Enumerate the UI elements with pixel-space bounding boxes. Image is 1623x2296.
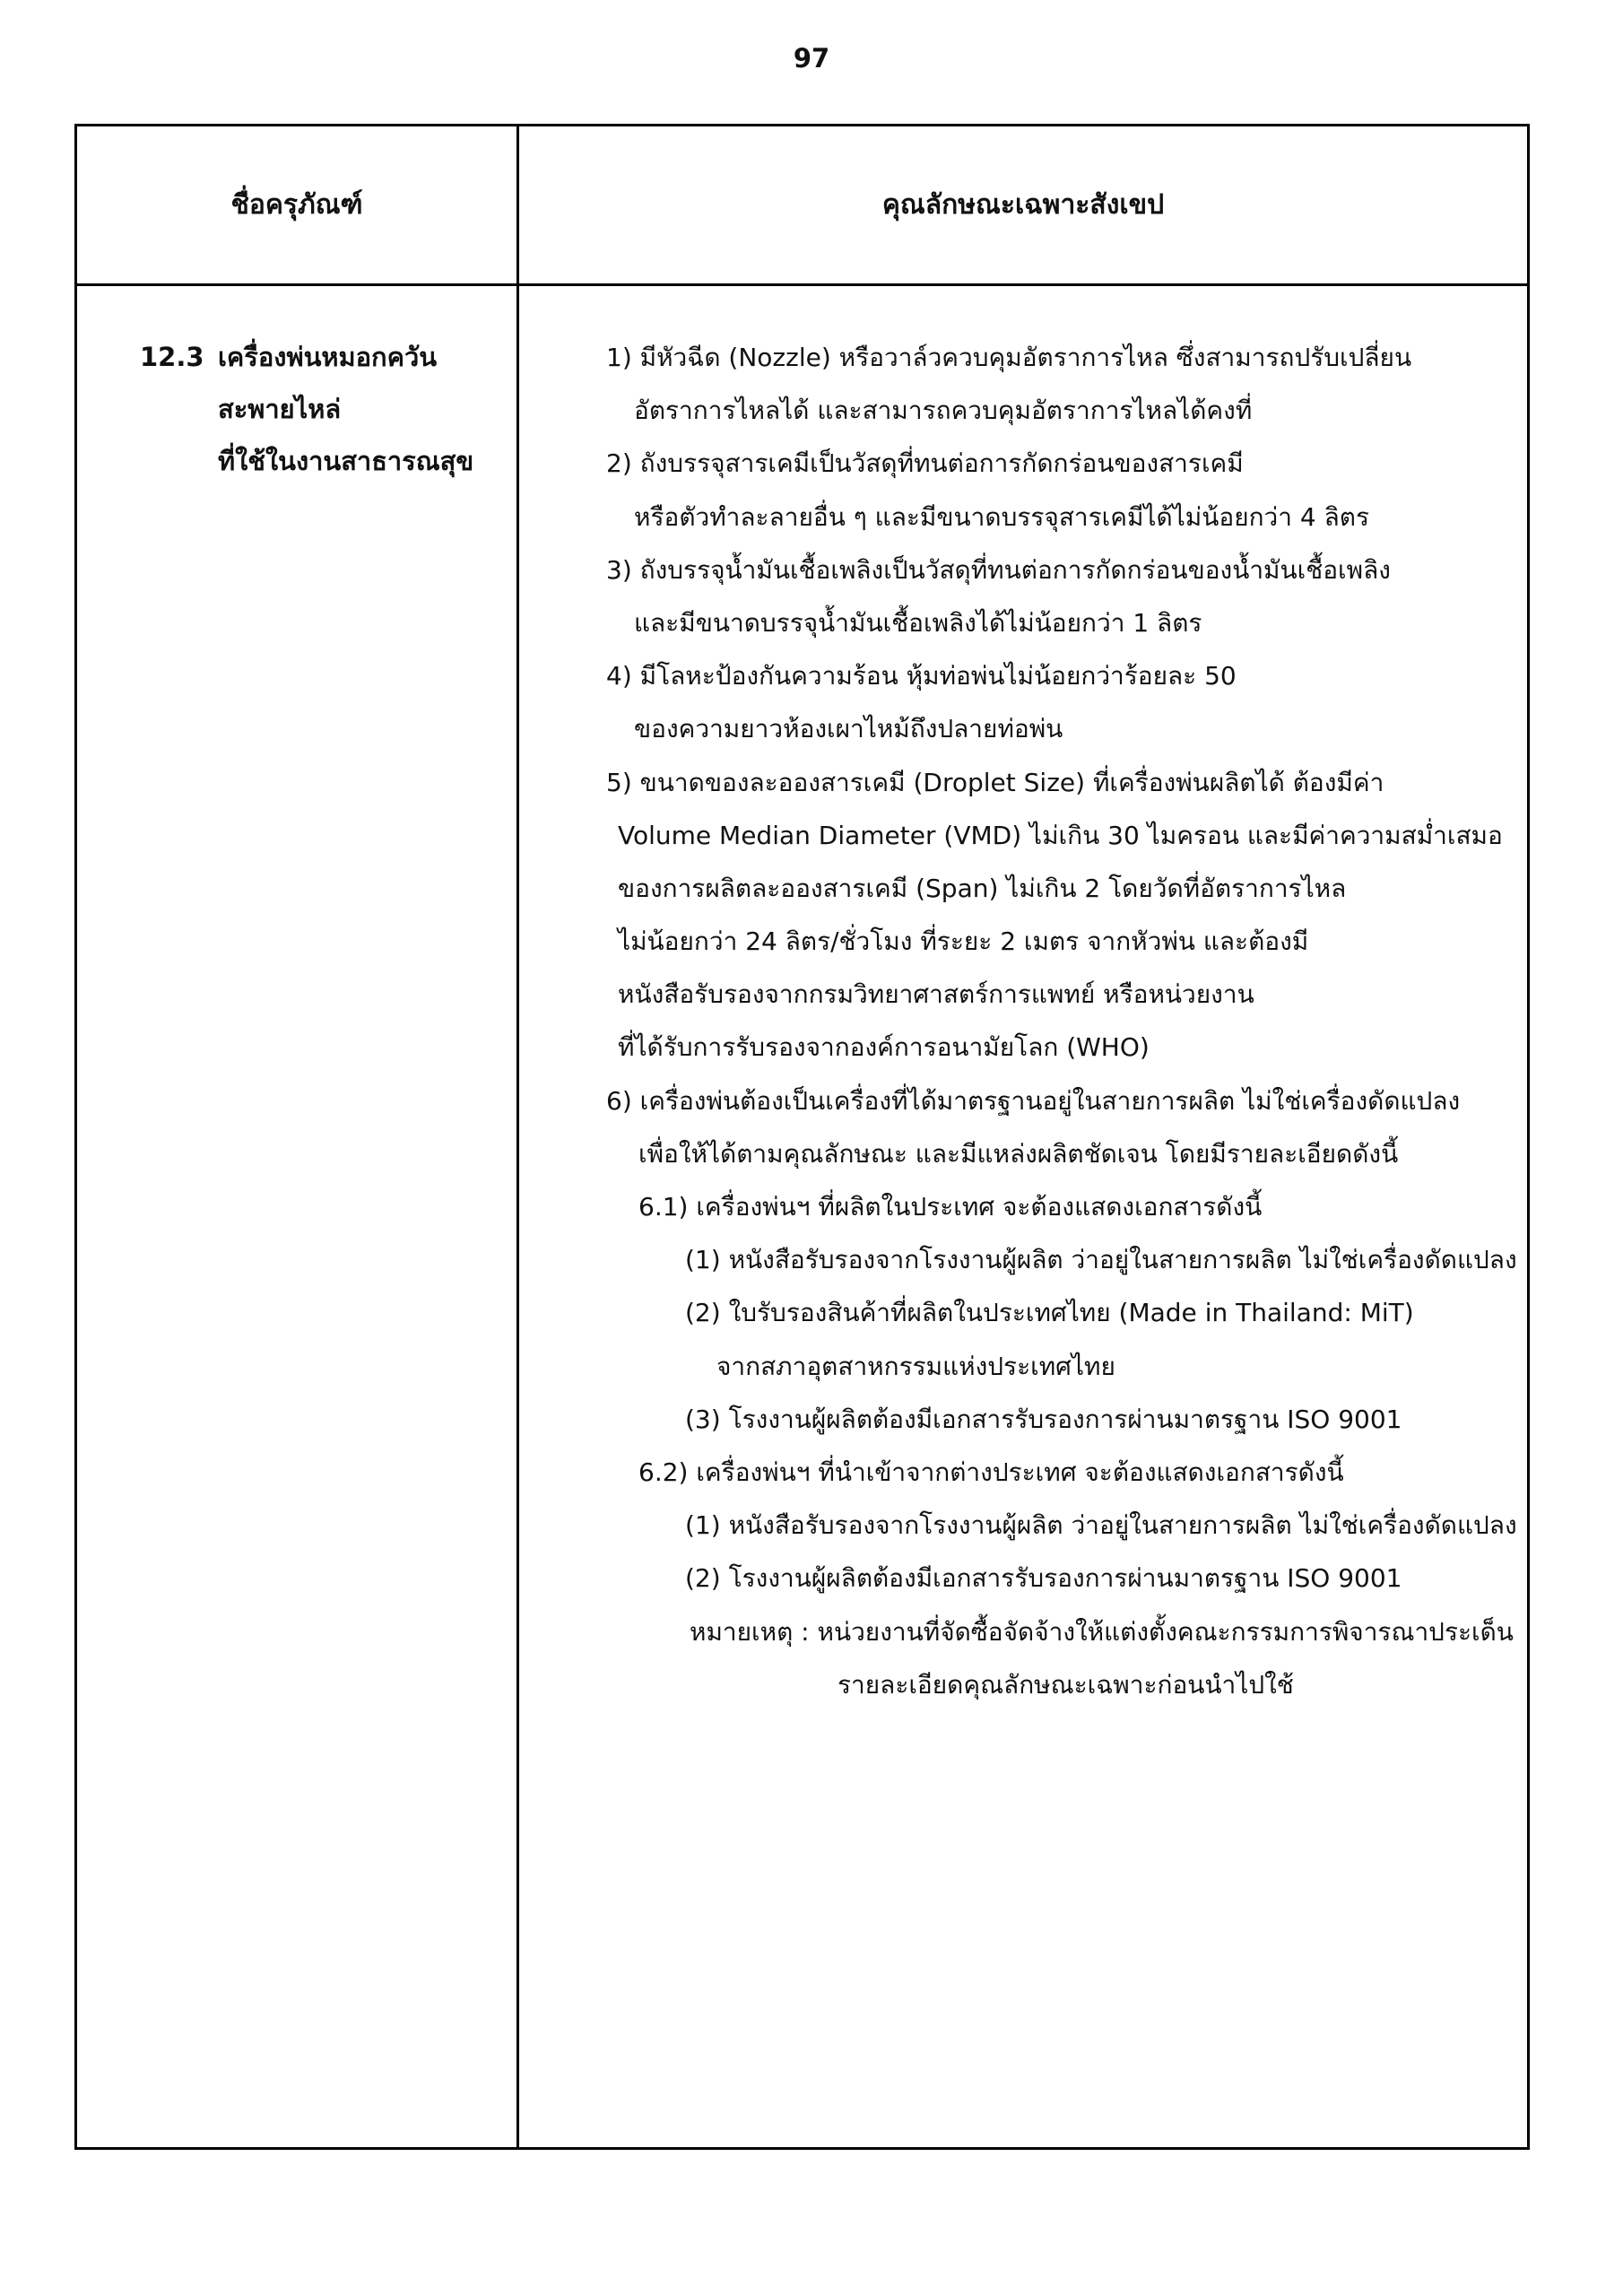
- spec-line: [519, 1074, 1527, 1127]
- spec-text: (1) หนังสือรับรองจากโรงงานผู้ผลิต ว่าอยู่ในสายการผลิต ไม่ใช่เครื่องดัดแปลง: [685, 1245, 1517, 1275]
- item-name-line: [77, 435, 516, 487]
- spec-line: [519, 596, 1527, 649]
- spec-text: ของการผลิตละอองสารเคมี (Span) ไม่เกิน 2 โดยวัดที่อัตราการไหล: [618, 873, 1347, 903]
- spec-text: (3) โรงงานผู้ผลิตต้องมีเอกสารรับรองการผ่านมาตรฐาน ISO 9001: [685, 1404, 1402, 1434]
- note-text: รายละเอียดคุณลักษณะเฉพาะก่อนนำไปใช้: [838, 1669, 1294, 1700]
- header-equipment-name: ชื่อครุภัณฑ์: [230, 189, 363, 221]
- spec-line: [519, 1340, 1527, 1393]
- header-specification: คุณลักษณะเฉพาะสังเขป: [881, 189, 1165, 221]
- spec-text: 6.2) เครื่องพ่นฯ ที่นำเข้าจากต่างประเทศ จะต้องแสดงเอกสารดังนี้: [638, 1457, 1344, 1487]
- item-name-text: ที่ใช้ในงานสาธารณสุข: [218, 446, 474, 476]
- spec-line: [519, 756, 1527, 809]
- item-name-line: [77, 383, 516, 435]
- spec-line: [519, 384, 1527, 437]
- spec-text: และมีขนาดบรรจุน้ำมันเชื้อเพลิงได้ไม่น้อยกว่า 1 ลิตร: [634, 607, 1202, 638]
- spec-line: [519, 862, 1527, 915]
- item-name-text: สะพายไหล่: [218, 394, 342, 424]
- spec-text: Volume Median Diameter (VMD) ไม่เกิน 30 ไมครอน และมีค่าความสม่ำเสมอ: [618, 820, 1503, 850]
- spec-text: 4) มีโลหะป้องกันความร้อน หุ้มท่อพ่นไม่น้อยกว่าร้อยละ 50: [606, 661, 1237, 691]
- equipment-name-cell: [77, 286, 516, 487]
- spec-line: [519, 702, 1527, 755]
- spec-line: [519, 331, 1527, 384]
- item-name-line: [77, 331, 516, 383]
- page-number: 97: [793, 43, 830, 74]
- spec-text: หรือตัวทำละลายอื่น ๆ และมีขนาดบรรจุสารเคมีได้ไม่น้อยกว่า 4 ลิตร: [634, 501, 1369, 532]
- item-number: 12.3: [140, 342, 204, 372]
- spec-text: ของความยาวห้องเผาไหม้ถึงปลายท่อพ่น: [634, 714, 1063, 744]
- spec-text: หนังสือรับรองจากกรมวิทยาศาสตร์การแพทย์ หรือหน่วยงาน: [618, 979, 1254, 1010]
- spec-line: [519, 809, 1527, 862]
- spec-text: (1) หนังสือรับรองจากโรงงานผู้ผลิต ว่าอยู่ในสายการผลิต ไม่ใช่เครื่องดัดแปลง: [685, 1510, 1517, 1541]
- spec-line: [519, 1446, 1527, 1499]
- spec-line: [519, 649, 1527, 702]
- spec-line: [519, 544, 1527, 596]
- note-text: หมายเหตุ : หน่วยงานที่จัดซื้อจัดจ้างให้แต่งตั้งคณะกรรมการพิจารณาประเด็น: [690, 1616, 1514, 1647]
- spec-text: ไม่น้อยกว่า 24 ลิตร/ชั่วโมง ที่ระยะ 2 เมตร จากหัวพ่น และต้องมี: [618, 926, 1309, 957]
- spec-line: [519, 437, 1527, 490]
- spec-line: [519, 915, 1527, 968]
- spec-line: [519, 1552, 1527, 1605]
- spec-text: (2) ใบรับรองสินค้าที่ผลิตในประเทศไทย (Made in Thailand: MiT): [685, 1298, 1414, 1328]
- spec-text: (2) โรงงานผู้ผลิตต้องมีเอกสารรับรองการผ่านมาตรฐาน ISO 9001: [685, 1563, 1402, 1594]
- spec-text: 3) ถังบรรจุน้ำมันเชื้อเพลิงเป็นวัสดุที่ทนต่อการกัดกร่อนของน้ำมันเชื้อเพลิง: [606, 554, 1391, 585]
- specification-table: [74, 124, 1530, 2150]
- spec-line: [519, 1021, 1527, 1074]
- spec-line: [519, 1286, 1527, 1339]
- spec-line: [519, 1233, 1527, 1286]
- spec-line: [519, 1127, 1527, 1180]
- spec-text: 5) ขนาดของละอองสารเคมี (Droplet Size) ที่เครื่องพ่นผลิตได้ ต้องมีค่า: [606, 767, 1384, 797]
- spec-text: จากสภาอุตสาหกรรมแห่งประเทศไทย: [716, 1351, 1115, 1381]
- spec-line: [519, 1393, 1527, 1446]
- spec-line: [519, 1658, 1527, 1711]
- spec-line: [519, 491, 1527, 544]
- spec-line: [519, 968, 1527, 1021]
- spec-text: เพื่อให้ได้ตามคุณลักษณะ และมีแหล่งผลิตชัดเจน โดยมีรายละเอียดดังนี้: [638, 1138, 1399, 1169]
- spec-text: อัตราการไหลได้ และสามารถควบคุมอัตราการไหลได้คงที่: [634, 396, 1253, 426]
- spec-text: 6.1) เครื่องพ่นฯ ที่ผลิตในประเทศ จะต้องแสดงเอกสารดังนี้: [638, 1192, 1263, 1222]
- specification-cell: [519, 286, 1527, 1711]
- spec-line: [519, 1499, 1527, 1552]
- spec-text: 1) มีหัวฉีด (Nozzle) หรือวาล์วควบคุมอัตราการไหล ซึ่งสามารถปรับเปลี่ยน: [606, 343, 1412, 372]
- spec-text: ที่ได้รับการรับรองจากองค์การอนามัยโลก (WHO): [618, 1032, 1150, 1063]
- spec-line: [519, 1180, 1527, 1233]
- spec-text: 6) เครื่องพ่นต้องเป็นเครื่องที่ได้มาตรฐานอยู่ในสายการผลิต ไม่ใช่เครื่องดัดแปลง: [606, 1085, 1461, 1116]
- spec-line: [519, 1605, 1527, 1658]
- item-name-text: เครื่องพ่นหมอกควัน: [218, 342, 438, 372]
- spec-text: 2) ถังบรรจุสารเคมีเป็นวัสดุที่ทนต่อการกัดกร่อนของสารเคมี: [606, 448, 1244, 479]
